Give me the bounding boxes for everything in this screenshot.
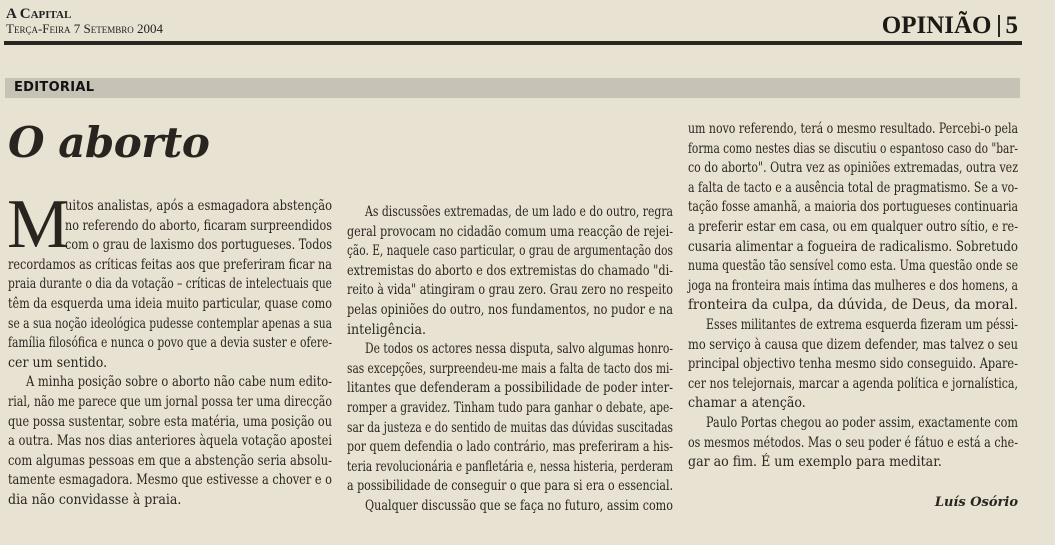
column-1 [7,186,332,511]
text-line-content: que possa sustentar, sobre esta matéria, uma posição ou [8,413,332,430]
text-line-content: a possibilidade de conseguir o que para si era o essencial. [347,478,673,495]
author-signature: Luís Osório [934,495,1018,510]
text-line-content: cer um sentido. [8,354,108,371]
newspaper-name: A Capital [6,6,72,22]
text-line [688,120,1018,140]
text-line-content: tação fosse amanhã, a maioria dos portugueses continuaria [688,199,1018,216]
text-line-content: De todos os actores nessa disputa, salvo algumas honro- [365,341,673,358]
text-line-content: se a sua noção ideológica pudesse contemplar apenas a sua [8,315,332,332]
text-line [8,373,332,393]
text-line-content: a falta de tacto e a ausência total de pragmatismo. Se a vo- [688,179,1018,196]
text-line [688,414,1018,434]
text-line-content: litantes que defenderam a possibilidade de poder inter- [347,380,673,397]
text-line-content: sar da justeza e do sentido de muitas das dúvidas suscitadas [347,419,673,436]
text-line-content: cusaria alimentar a fogueira de radicalismo. Sobretudo [688,238,1018,255]
text-line [688,218,1018,238]
text-line-content: inteligência. [347,321,426,338]
text-line-content: cer nos telejornais, marcar a agenda política e jornalística, [688,375,1018,392]
text-line [688,296,1018,316]
text-line-content: com o grau de laxismo dos portugueses. Todos [65,237,332,254]
text-line [8,256,332,276]
text-line-content: no referendo do aborto, ficaram surpreendidos [65,217,332,234]
text-line [347,281,673,301]
text-line-content: romper a gravidez. Tinham tudo para ganhar o debate, ape- [347,399,673,416]
text-line [347,242,673,262]
text-line-content: os mesmos métodos. Mas o seu poder é fátuo e está a che- [688,434,1018,451]
text-line-content: extremistas do aborto e dos extremistas do chamado "di- [347,262,673,279]
text-line [688,394,1018,414]
text-line-content: fronteira da culpa, da dúvida, de Deus, da moral. [688,297,1018,314]
text-line-content: Paulo Portas chegou ao poder assim, exactamente com [706,414,1018,431]
text-line-content: joga na fronteira mais íntima das mulheres e dos homens, a [688,277,1018,294]
text-line [347,321,673,341]
page-number: 5 [1005,12,1018,39]
text-line [347,360,673,380]
text-line-content: uitos analistas, após a esmagadora abstenção [65,198,332,214]
text-line-content: um novo referendo, terá o mesmo resultado. Percebi-o pela [688,121,1018,137]
text-line-content: co do aborto". Outra vez as opiniões extremadas, outra vez [688,160,1018,177]
text-line-content: pelas opiniões do outro, nos fundamentos, no pudor e na [347,301,673,318]
text-line [688,140,1018,160]
text-line-content: chamar a atenção. [688,395,806,412]
text-line-content: forma como nestes dias se discutiu o espantoso caso do "bar- [688,140,1018,157]
column-3 [688,120,1018,473]
text-line [8,471,332,491]
text-line [8,393,332,413]
text-line [8,413,332,433]
text-line [688,179,1018,199]
text-line [8,217,332,237]
text-line-content: com algumas pessoas em que a abstenção seria absolu- [8,452,332,469]
text-line [688,336,1018,356]
text-line-content: praia durante o dia da votação – críticas de intelectuais que [8,276,332,293]
text-line-content: teria revolucionária e panfletária e, nessa histeria, perderam [347,458,673,475]
text-line-content: a outra. Mas nos dias anteriores àquela votação apostei [8,433,332,450]
text-line-content: por quem defendia o lado contrário, mas preferiram a his- [347,439,673,456]
text-line [347,399,673,419]
text-line [688,159,1018,179]
text-line-content: Esses militantes de extrema esquerda fizeram um péssi- [706,316,1018,333]
text-line [688,434,1018,454]
text-line [347,223,673,243]
text-line-content: principal objectivo tenha mesmo sido conseguido. Apare- [688,356,1018,373]
text-line-content: reito à vida" atingiram o grau zero. Grau zero no respeito [347,282,673,299]
text-line [8,334,332,354]
text-line [8,236,332,256]
text-line [347,419,673,439]
issue-date: Terça-Feira 7 Setembro 2004 [6,21,163,36]
text-line-content: família filosófica e nunca o povo que a devia suster e ofere- [8,335,332,352]
text-line [8,315,332,335]
text-line-content: Qualquer discussão que se faça no futuro, assim como [365,497,673,514]
text-line [688,375,1018,395]
text-line [688,355,1018,375]
text-line-content: recordamos as críticas feitas aos que preferiram ficar na [8,256,332,273]
text-line [688,277,1018,297]
text-line [8,295,332,315]
text-line [347,340,673,360]
text-line-content: geral provocam no cidadão comum uma reacção de rejei- [347,223,673,240]
text-line-content: dia não convidasse à praia. [8,491,182,508]
text-line [8,354,332,374]
kicker-bar [5,78,1020,98]
text-line [688,316,1018,336]
text-line [8,432,332,452]
text-line [8,452,332,472]
text-line [347,262,673,282]
text-line [8,197,332,217]
masthead [6,6,163,36]
text-line-content: numa questão tão sensível como esta. Uma questão onde se [688,258,1018,275]
text-line [347,438,673,458]
text-line-content: rial, não me parece que um jornal possa ter uma direcção [8,393,332,410]
text-line [8,491,332,511]
text-line [8,275,332,295]
divider [998,15,1000,37]
text-line [347,477,673,497]
kicker: EDITORIAL [14,80,95,95]
section-header [882,12,1018,40]
section-name: OPINIÃO [881,12,992,39]
text-line [347,497,673,517]
text-line-content: a preferir estar em casa, ou em qualquer outro sítio, e re- [688,218,1018,235]
text-line [688,238,1018,258]
text-line-content: gar ao fim. É um exemplo para meditar. [688,454,942,471]
text-line [688,257,1018,277]
text-line-content: mo serviço à causa que dizem defender, mas talvez o seu [688,336,1018,353]
text-line [347,458,673,478]
text-line-content: tamente esmagadora. Mesmo que estivesse a chover e o [8,472,332,489]
column-2 [347,203,673,517]
text-line [688,198,1018,218]
text-line-content: ção. E, naquele caso particular, o grau de argumentação dos [347,243,673,260]
text-line-content: A minha posição sobre o aborto não cabe num edito- [26,374,332,391]
drop-cap: M [7,186,70,263]
article-title: O aborto [8,118,210,167]
text-line [347,379,673,399]
text-line-content: As discussões extremadas, de um lado e do outro, regra [365,204,673,220]
text-line-content: têm da esquerda uma ideia muito particular, quase como [8,295,332,312]
text-line [347,301,673,321]
text-line [688,453,1018,473]
header-rule [4,41,1022,45]
text-line-content: sas excepções, surpreendeu-me mais a falta de tacto dos mi- [347,360,673,377]
text-line [347,203,673,223]
